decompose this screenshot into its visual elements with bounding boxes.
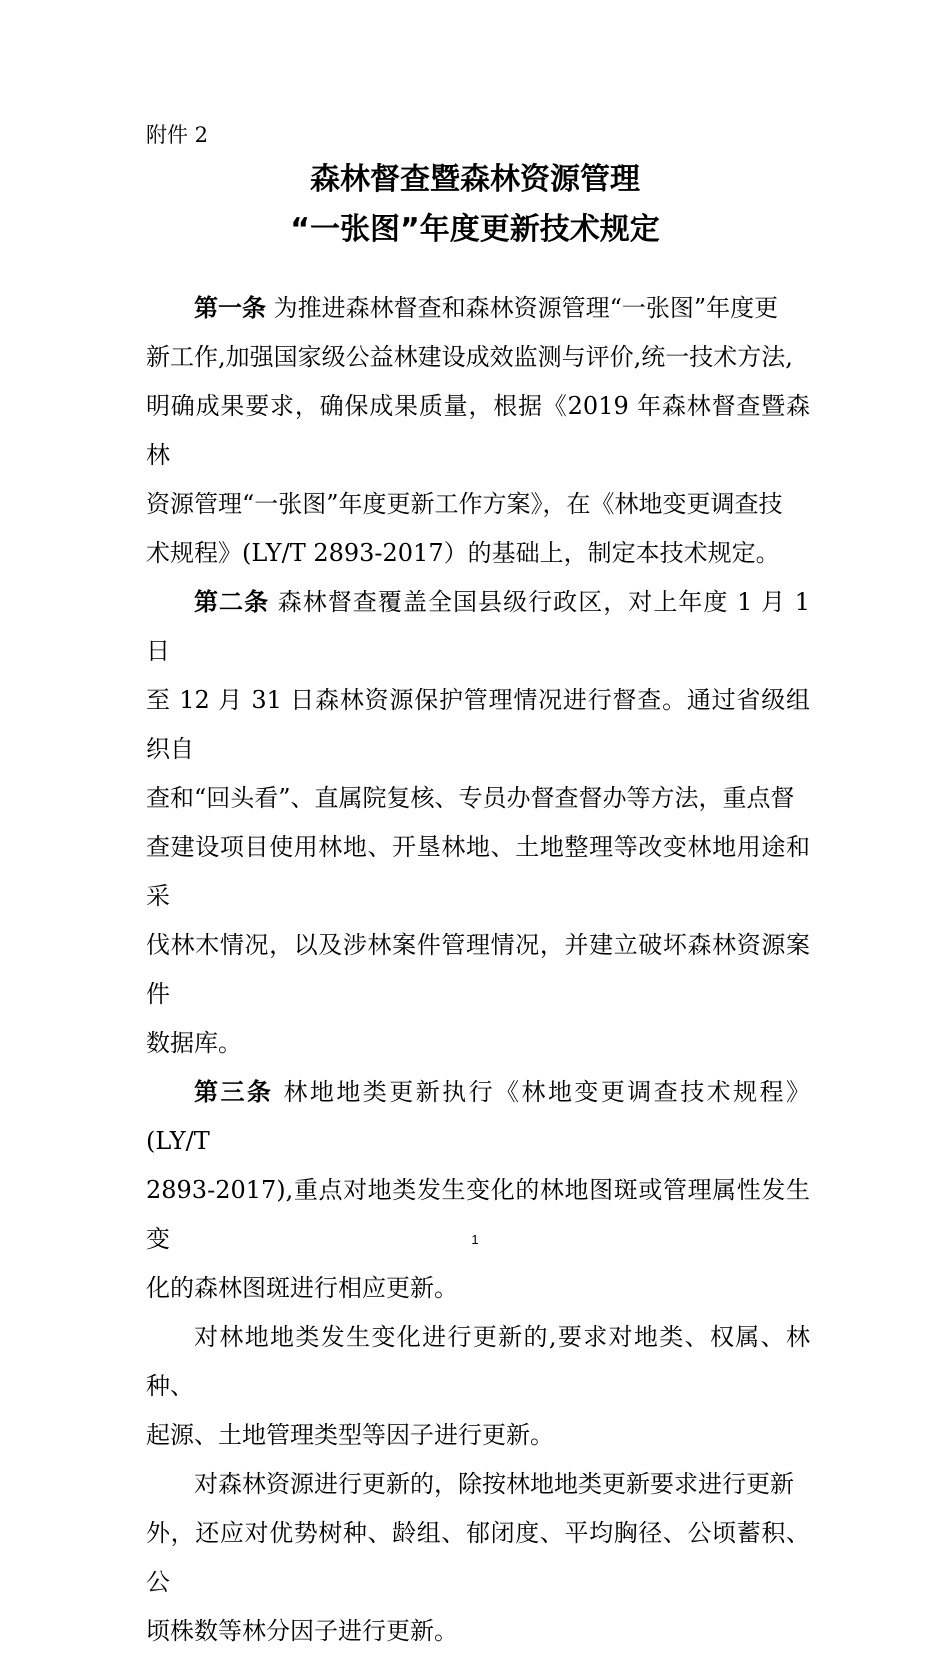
paragraph-line: 查和“回头看”、直属院复核、专员办督查督办等方法，重点督 [146, 784, 795, 812]
paragraph-article-1 [146, 284, 810, 578]
paragraph-line: 化的森林图斑进行相应更新。 [146, 1274, 458, 1302]
paragraph-land-class-update [146, 1313, 810, 1460]
article-heading: 第一条 [194, 294, 266, 322]
paragraph-article-2 [146, 578, 810, 1068]
paragraph-line: 对森林资源进行更新的，除按林地地类更新要求进行更新 [194, 1470, 794, 1498]
paragraph-line: 新工作,加强国家级公益林建设成效监测与评价,统一技术方法, [146, 343, 793, 371]
paragraph-line: 第三条 林地地类更新执行《林地变更调查技术规程》(LY/T [146, 1078, 810, 1155]
paragraph-line: 查建设项目使用林地、开垦林地、土地整理等改变林地用途和采 [146, 833, 810, 910]
paragraph-line: 第二条 森林督查覆盖全国县级行政区，对上年度 1 月 1 日 [146, 588, 810, 665]
paragraph-line: 资源管理“一张图”年度更新工作方案》，在《林地变更调查技 [146, 490, 783, 518]
page-number: 1 [471, 1232, 479, 1247]
paragraph-line: 起源、土地管理类型等因子进行更新。 [146, 1421, 554, 1449]
paragraph-line: 至 12 月 31 日森林资源保护管理情况进行督查。通过省级组织自 [146, 686, 810, 763]
paragraph-line: 术规程》(LY/T 2893-2017）的基础上，制定本技术规定。 [146, 539, 780, 567]
attachment-label: 附件 2 [146, 123, 209, 147]
article-heading: 第二条 [194, 588, 270, 616]
paragraph-forest-resource-update [146, 1460, 810, 1656]
paragraph-line: 2893-2017),重点对地类发生变化的林地图斑或管理属性发生变 [146, 1176, 810, 1253]
document-title-line-1: 森林督查暨森林资源管理 [310, 162, 640, 197]
document-title-line-2: “一张图”年度更新技术规定 [290, 212, 660, 247]
paragraph-article-3 [146, 1068, 810, 1313]
paragraph-line: 顷株数等林分因子进行更新。 [146, 1617, 458, 1645]
paragraph-line: 第一条 为推进森林督查和森林资源管理“一张图”年度更 [194, 294, 779, 322]
paragraph-line: 明确成果要求，确保成果质量，根据《2019 年森林督查暨森林 [146, 392, 810, 469]
paragraph-line: 对林地地类发生变化进行更新的,要求对地类、权属、林种、 [146, 1323, 810, 1400]
paragraph-line: 外，还应对优势树种、龄组、郁闭度、平均胸径、公顷蓄积、公 [146, 1519, 810, 1596]
paragraph-line: 数据库。 [146, 1029, 242, 1057]
article-heading: 第三条 [194, 1078, 274, 1106]
paragraph-line: 伐林木情况，以及涉林案件管理情况，并建立破坏森林资源案件 [146, 931, 810, 1008]
document-body [146, 284, 810, 1656]
